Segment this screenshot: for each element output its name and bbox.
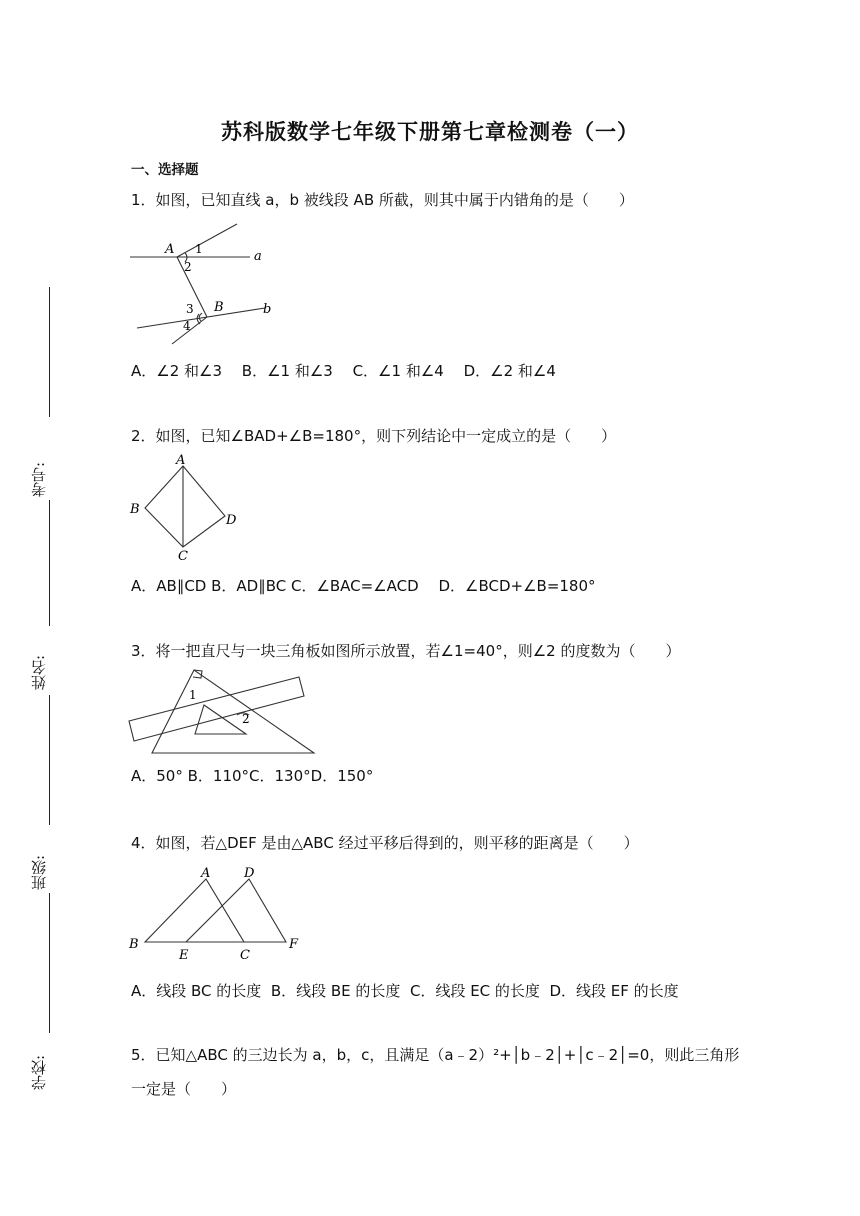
question-3-options: A．50° B．110°C．130°D．150° xyxy=(131,767,374,785)
angle-label-2: 2 xyxy=(242,712,250,726)
margin-line xyxy=(49,893,50,1033)
point-label-b: B xyxy=(130,502,140,517)
point-label-a: A xyxy=(165,242,175,257)
angle-label-2: 2 xyxy=(184,260,192,274)
question-5-stem: 5．已知△ABC 的三边长为 a，b，c，且满足（a﹣2）²+│b﹣2│+│c﹣2│=0，则此三角形一定是（ ） xyxy=(131,1046,740,1098)
question-3-stem: 3．将一把直尺与一块三角板如图所示放置，若∠1=40°，则∠2 的度数为（ ） xyxy=(131,642,681,660)
name-label: 姓名: xyxy=(30,654,48,690)
question-1-options: A．∠2 和∠3 B．∠1 和∠3 C．∠1 和∠4 D．∠2 和∠4 xyxy=(131,362,556,380)
margin-line xyxy=(49,695,50,825)
question-4-options: A．线段 BC 的长度 B．线段 BE 的长度 C．线段 EC 的长度 D．线段 EF 的长度 xyxy=(131,982,679,1000)
question-4-figure xyxy=(125,862,315,962)
question-2-stem: 2．如图，已知∠BAD+∠B=180°，则下列结论中一定成立的是（ ） xyxy=(131,427,617,445)
point-label-a: A xyxy=(176,453,186,468)
school-label: 学校: xyxy=(30,1054,48,1090)
page-title: 苏科版数学七年级下册第七章检测卷（一） xyxy=(221,120,639,144)
line-label-a: a xyxy=(254,249,262,264)
angle-label-1: 1 xyxy=(189,688,197,702)
question-1-stem: 1．如图，已知直线 a，b 被线段 AB 所截，则其中属于内错角的是（ ） xyxy=(131,191,634,209)
point-label-b: B xyxy=(129,937,139,952)
point-label-d: D xyxy=(244,866,255,881)
angle-label-4: 4 xyxy=(183,319,191,333)
line-label-b: b xyxy=(263,302,272,317)
point-label-e: E xyxy=(179,948,189,963)
point-label-d: D xyxy=(226,513,237,528)
margin-line xyxy=(49,500,50,626)
point-label-b: B xyxy=(214,300,224,315)
question-2-figure xyxy=(125,450,255,568)
exam-number-label: 考号: xyxy=(30,461,48,497)
class-label: 班级: xyxy=(30,854,48,890)
point-label-c: C xyxy=(178,549,188,564)
point-label-c: C xyxy=(240,948,250,963)
angle-label-3: 3 xyxy=(186,302,194,316)
question-4-stem: 4．如图，若△DEF 是由△ABC 经过平移后得到的，则平移的距离是（ ） xyxy=(131,834,639,852)
section-heading: 一、选择题 xyxy=(131,162,199,178)
question-3-figure xyxy=(125,665,325,760)
margin-line xyxy=(49,287,50,417)
point-label-f: F xyxy=(289,937,299,952)
question-1-figure xyxy=(125,220,285,350)
point-label-a: A xyxy=(201,866,211,881)
angle-label-1: 1 xyxy=(195,242,203,256)
question-2-options: A．AB∥CD B．AD∥BC C．∠BAC=∠ACD D．∠BCD+∠B=180° xyxy=(131,577,596,595)
